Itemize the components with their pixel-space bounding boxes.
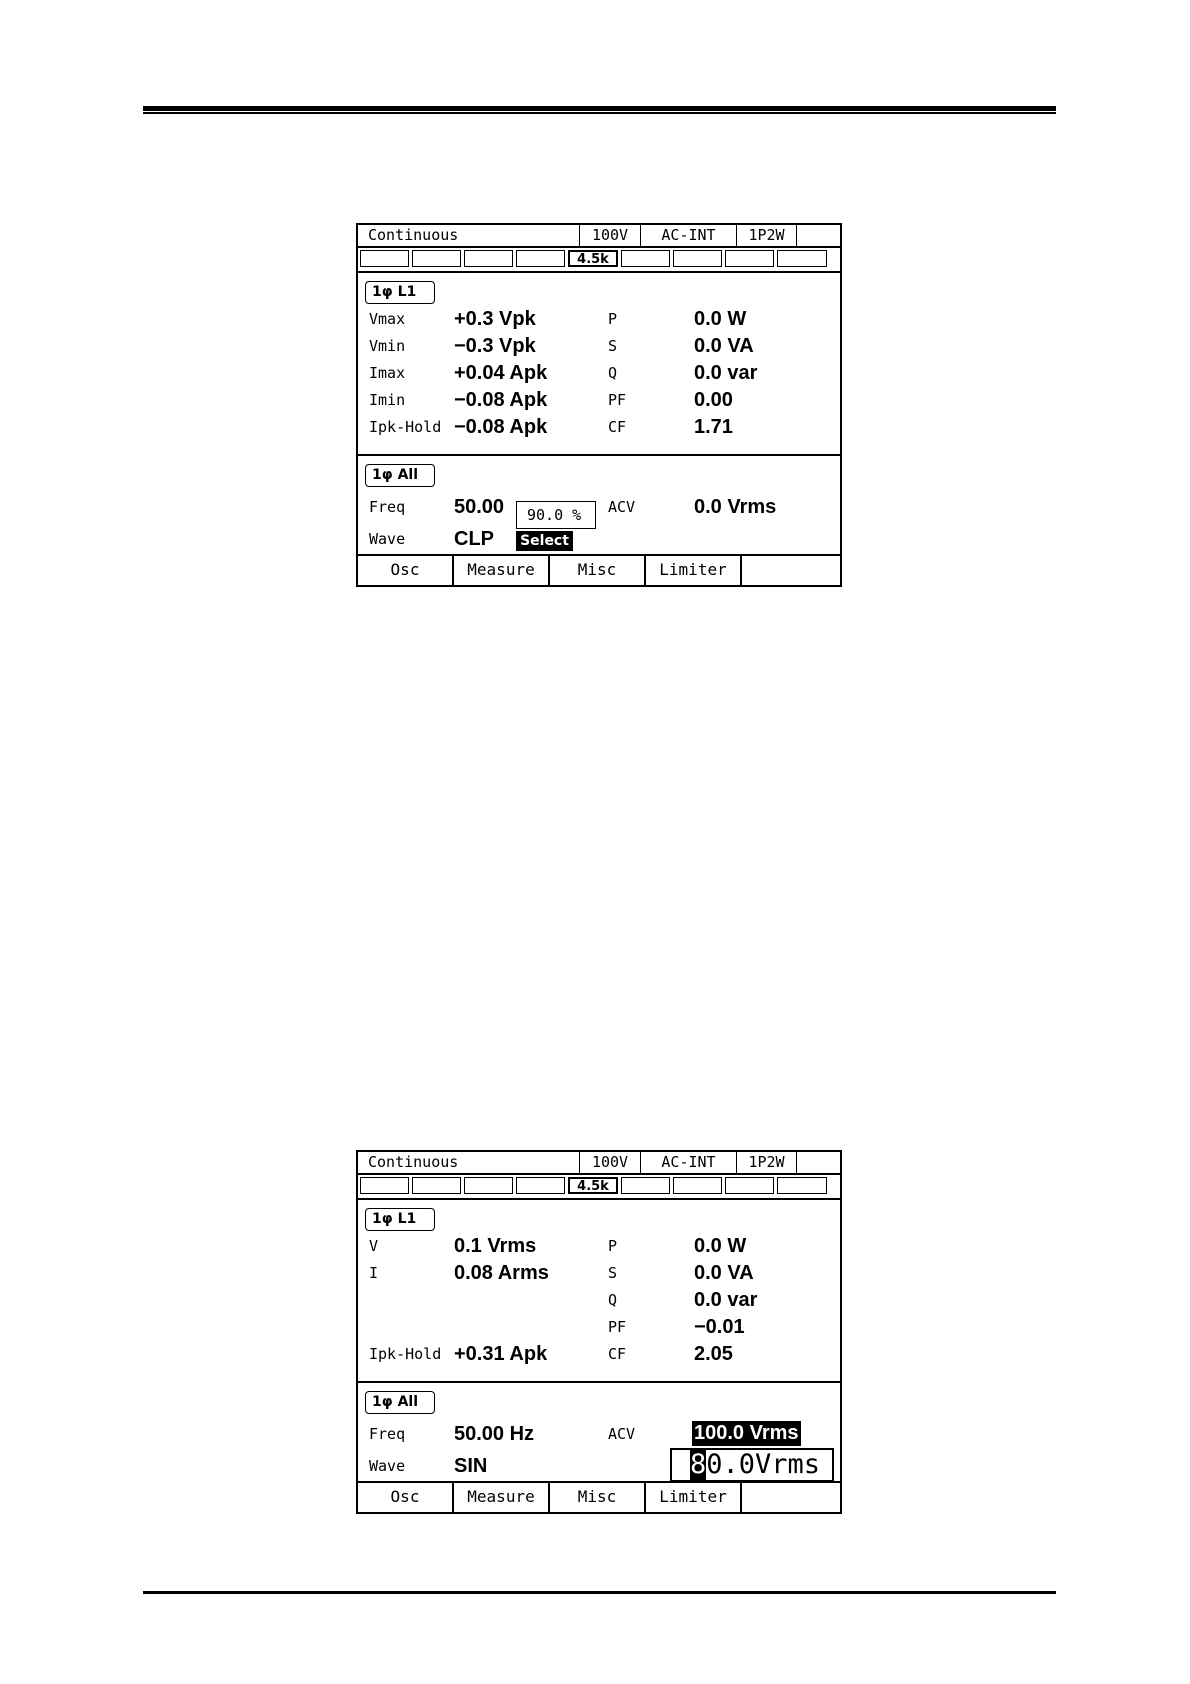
band-active: 4.5k — [568, 250, 618, 267]
measure-value: 0.0 var — [694, 362, 758, 384]
band-slot — [464, 1177, 513, 1194]
lcd-screen-clip-waveform — [356, 223, 842, 587]
phase-tag-l1: 1φ L1 — [365, 281, 435, 304]
softkey-limiter[interactable]: Limiter — [646, 1483, 742, 1512]
softkey-measure[interactable]: Measure — [454, 1483, 550, 1512]
band-slot — [412, 1177, 461, 1194]
band-slot — [621, 250, 670, 267]
response-band-row — [360, 250, 838, 269]
freq-label: Freq — [369, 498, 406, 516]
output-mode: Continuous — [358, 225, 580, 246]
band-slot — [673, 1177, 722, 1194]
phase-tag-all: 1φ All — [365, 1391, 435, 1414]
band-divider — [358, 1198, 840, 1200]
measure-value: 1.71 — [694, 416, 733, 438]
footer-rule — [143, 1591, 1056, 1594]
softkey-bar — [358, 1481, 840, 1512]
band-slot — [777, 1177, 827, 1194]
measure-label: V — [369, 1237, 379, 1255]
measure-label: S — [608, 337, 618, 355]
freq-label: Freq — [369, 1425, 406, 1443]
phase-tag-all: 1φ All — [365, 464, 435, 487]
measure-value: −0.3 Vpk — [454, 335, 536, 357]
measure-value: 0.0 VA — [694, 1262, 754, 1284]
band-slot — [777, 250, 827, 267]
measure-label: Q — [608, 1291, 618, 1309]
status-blank — [797, 1152, 840, 1173]
measure-label: PF — [608, 391, 627, 409]
acv-label: ACV — [608, 498, 636, 516]
softkey-blank[interactable] — [742, 1483, 840, 1512]
measure-value: −0.08 Apk — [454, 389, 548, 411]
measure-label: P — [608, 310, 618, 328]
band-slot — [464, 250, 513, 267]
acv-label: ACV — [608, 1425, 636, 1443]
band-slot — [516, 1177, 565, 1194]
measure-value: +0.3 Vpk — [454, 308, 536, 330]
softkey-limiter[interactable]: Limiter — [646, 556, 742, 585]
measure-label: P — [608, 1237, 618, 1255]
freq-value[interactable]: 50.00 — [454, 496, 505, 518]
measure-label: Ipk-Hold — [369, 1345, 442, 1363]
acv-value[interactable]: 0.0 Vrms — [694, 496, 777, 518]
softkey-bar — [358, 554, 840, 585]
wave-label: Wave — [369, 1457, 406, 1475]
band-slot — [516, 250, 565, 267]
freq-value[interactable]: 50.00 Hz — [454, 1423, 535, 1445]
measure-label: Vmax — [369, 310, 406, 328]
status-bar — [358, 1152, 840, 1175]
softkey-osc[interactable]: Osc — [358, 556, 454, 585]
measure-value: 0.0 W — [694, 1235, 747, 1257]
voltage-range: 100V — [580, 225, 641, 246]
band-divider — [358, 271, 840, 273]
measure-value: 0.00 — [694, 389, 733, 411]
measure-label: CF — [608, 1345, 627, 1363]
measure-value: −0.08 Apk — [454, 416, 548, 438]
band-slot — [725, 1177, 774, 1194]
measure-value: 0.1 Vrms — [454, 1235, 537, 1257]
measure-label: S — [608, 1264, 618, 1282]
measure-value: 0.0 W — [694, 308, 747, 330]
band-slot — [725, 250, 774, 267]
measure-value: 0.0 VA — [694, 335, 754, 357]
band-slot — [621, 1177, 670, 1194]
wave-label: Wave — [369, 530, 406, 548]
select-button[interactable]: Select — [516, 531, 573, 551]
band-active: 4.5k — [568, 1177, 618, 1194]
measure-label: Q — [608, 364, 618, 382]
edit-rest: 0.0Vrms — [706, 1449, 821, 1480]
measure-label: PF — [608, 1318, 627, 1336]
wiring-mode: 1P2W — [737, 1152, 797, 1173]
softkey-osc[interactable]: Osc — [358, 1483, 454, 1512]
acv-edit-field[interactable] — [670, 1448, 834, 1482]
status-bar — [358, 225, 840, 248]
band-slot — [360, 250, 409, 267]
band-slot — [412, 250, 461, 267]
header-rule — [143, 106, 1056, 114]
signal-source: AC-INT — [641, 225, 737, 246]
measure-label: Imax — [369, 364, 406, 382]
phase-tag-l1: 1φ L1 — [365, 1208, 435, 1231]
section-divider — [358, 454, 840, 456]
softkey-blank[interactable] — [742, 556, 840, 585]
signal-source: AC-INT — [641, 1152, 737, 1173]
voltage-range: 100V — [580, 1152, 641, 1173]
measure-label: Ipk-Hold — [369, 418, 442, 436]
softkey-misc[interactable]: Misc — [550, 556, 646, 585]
measure-label: CF — [608, 418, 627, 436]
edit-cursor: 8 — [690, 1449, 707, 1480]
measure-value: 2.05 — [694, 1343, 733, 1365]
wave-value[interactable]: CLP — [454, 528, 494, 550]
measure-value: +0.04 Apk — [454, 362, 548, 384]
band-slot — [360, 1177, 409, 1194]
band-slot — [673, 250, 722, 267]
response-band-row — [360, 1177, 838, 1196]
softkey-measure[interactable]: Measure — [454, 556, 550, 585]
section-divider — [358, 1381, 840, 1383]
status-blank — [797, 225, 840, 246]
measure-value: −0.01 — [694, 1316, 745, 1338]
measure-value: 0.08 Arms — [454, 1262, 549, 1284]
acv-value-selected[interactable]: 100.0 Vrms — [694, 1422, 799, 1444]
lcd-screen-acv-edit — [356, 1150, 842, 1514]
measure-label: Imin — [369, 391, 406, 409]
wiring-mode: 1P2W — [737, 225, 797, 246]
measure-label: I — [369, 1264, 379, 1282]
clip-ratio-popup[interactable]: 90.0 % — [516, 501, 596, 529]
wave-value[interactable]: SIN — [454, 1455, 488, 1477]
softkey-misc[interactable]: Misc — [550, 1483, 646, 1512]
measure-value: +0.31 Apk — [454, 1343, 548, 1365]
measure-label: Vmin — [369, 337, 406, 355]
measure-value: 0.0 var — [694, 1289, 758, 1311]
output-mode: Continuous — [358, 1152, 580, 1173]
